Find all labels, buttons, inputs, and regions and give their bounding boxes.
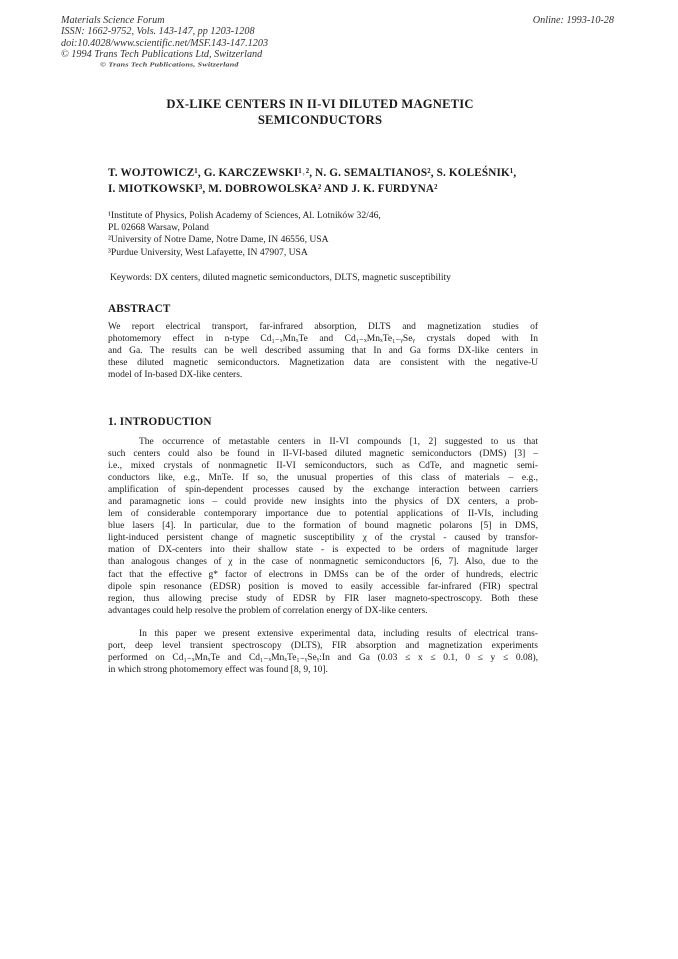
text-line: in which strong photomemory effect was found [8, 9, 10].: [108, 665, 328, 676]
text-line: dipole spin resonance (EDSR) position is moved to easily accessible far-infrared (FIR) spectral: [108, 581, 538, 592]
text-line: than analogous changes of χ in the case of nonmagnetic semiconductors [6, 7]. Also, due to the: [108, 557, 538, 568]
text-line: light-induced persistent change of magnetic susceptibility χ of the crystal - caused by transfor-: [108, 533, 538, 544]
text-line: blue lasers [4]. In particular, due to the formation of bound magnetic polarons [5] in DMS,: [108, 521, 538, 532]
title-line: SEMICONDUCTORS: [257, 113, 383, 127]
text-line: amplification of spin-dependent processes caused by the exchange interaction between carriers: [108, 485, 538, 496]
online-date: Online: 1993-10-28: [532, 15, 614, 26]
introduction-heading: 1. INTRODUCTION: [108, 416, 212, 428]
text-line: In this paper we present extensive experimental data, including results of electrical trans-: [139, 629, 538, 639]
text-line: fact that the effective g* factor of electrons in DMSs can be of the order of hundreds, electric: [108, 569, 538, 580]
abstract-heading: ABSTRACT: [108, 303, 171, 315]
text-line: conductors like, e.g., MnTe. If so, the unusual properties of this class of materials – e.g.,: [108, 473, 538, 484]
text-line: The occurrence of metastable centers in II-VI compounds [1, 2] suggested to us that: [139, 437, 538, 447]
title-line: DX-LIKE CENTERS IN II-VI DILUTED MAGNETIC: [166, 97, 474, 111]
paper-title: [100, 96, 540, 128]
text-line: performed on Cd₁₋ₓMnₓTe and Cd₁₋ₓMnₓTe₁₋ᵧSeᵧ:In and Ga (0.03 ≤ x ≤ 0.1, 0 ≤ y ≤ 0.08),: [108, 653, 538, 664]
text-line: lem of considerable contemporary importance due to potential applications of II-VIs, including: [108, 509, 538, 520]
text-line: region, thus allowing precise study of EDSR by FIR laser magneto-spectroscopy. Both these: [108, 593, 538, 604]
text-line: mation of DX-centers into their shallow state - is expected to be orders of magnitude larger: [108, 545, 538, 556]
copyright-line: © 1994 Trans Tech Publications Ltd, Switzerland: [61, 49, 263, 61]
text-line: photomemory effect in n-type Cd₁₋ₓMnₓTe and Cd₁₋ₓMnₓTe₁₋ᵧSeᵧ crystals doped with In: [108, 334, 538, 345]
text-line: advantages could help resolve the problem of correlation energy of DX-like centers.: [108, 605, 428, 616]
text-line: and paramagnetic ions – could provide new insights into the physics of DX centers, a prob-: [108, 497, 538, 508]
author-line: I. MIOTKOWSKI³, M. DOBROWOLSKA² AND J. K. FURDYNA²: [108, 182, 438, 195]
text-line: and Ga. The results can be well described assuming that In and Ga forms DX-like centers in: [108, 346, 538, 357]
publisher-stamp: © Trans Tech Publications, Switzerland: [100, 61, 239, 68]
affiliation-line: PL 02668 Warsaw, Poland: [108, 222, 209, 234]
text-line: these diluted magnetic semiconductors. Magnetization data are consistent with the negative-U: [108, 358, 538, 369]
text-line: We report electrical transport, far-infrared absorption, DLTS and magnetization studies of: [108, 322, 538, 332]
text-line: port, deep level transient spectroscopy (DLTS), FIR absorption and magnetization experiments: [108, 641, 538, 652]
introduction-paragraph-1: [108, 436, 538, 617]
affiliation-line: ²University of Notre Dame, Notre Dame, IN 46556, USA: [108, 234, 329, 246]
keywords: Keywords: DX centers, diluted magnetic semiconductors, DLTS, magnetic susceptibility: [110, 272, 451, 283]
journal-meta: [61, 15, 268, 61]
abstract-text: [108, 321, 538, 381]
text-line: such centers could also be found in II-VI-based diluted magnetic semiconductors (DMS) [3] –: [108, 449, 538, 460]
affiliations: [108, 210, 381, 259]
introduction-paragraph-2: [108, 628, 538, 676]
text-line: i.e., mixed crystals of nonmagnetic II-VI semiconductors, such as CdTe, and magnetic semi-: [108, 461, 538, 472]
issn-line: ISSN: 1662-9752, Vols. 143-147, pp 1203-1208: [61, 26, 255, 38]
author-line: T. WOJTOWICZ¹, G. KARCZEWSKI¹˒², N. G. SEMALTIANOS², S. KOLEŚNIK¹,: [108, 167, 517, 179]
doi-line[interactable]: doi:10.4028/www.scientific.net/MSF.143-147.1203: [61, 37, 269, 49]
author-list: [108, 166, 564, 197]
journal-name: Materials Science Forum: [61, 15, 165, 26]
affiliation-line: ¹Institute of Physics, Polish Academy of Sciences, Al. Lotników 32/46,: [108, 210, 381, 221]
text-line: model of In-based DX-like centers.: [108, 370, 243, 381]
affiliation-line: ³Purdue University, West Lafayette, IN 47907, USA: [108, 246, 308, 258]
